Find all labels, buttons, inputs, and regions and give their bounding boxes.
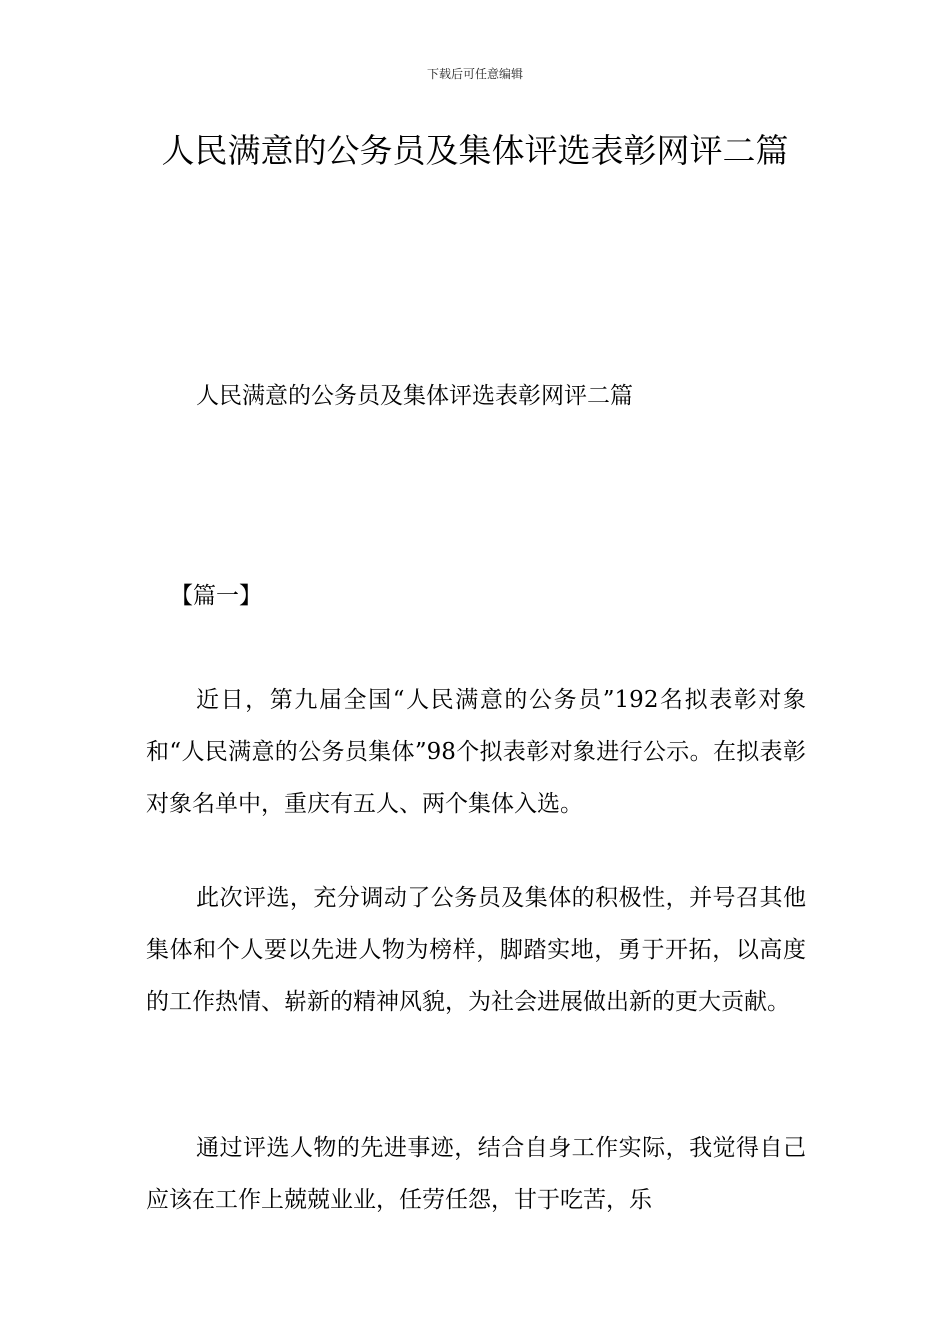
paragraph: 通过评选人物的先进事迹，结合自身工作实际，我觉得自己应该在工作上兢兢业业，任劳任怨，甘于吃苦，乐 — [146, 1135, 806, 1213]
header-note: 下载后可任意编辑 — [426, 67, 523, 81]
paragraph: 近日，第九届全国“人民满意的公务员”192名拟表彰对象和“人民满意的公务员集体”98个拟表彰对象进行公示。在拟表彰对象名单中，重庆有五人、两个集体入选。 — [146, 687, 806, 817]
section-heading: 【篇一】 — [170, 583, 262, 609]
document-subtitle: 人民满意的公务员及集体评选表彰网评二篇 — [196, 383, 633, 409]
document-title: 人民满意的公务员及集体评选表彰网评二篇 — [161, 131, 789, 170]
paragraph: 此次评选，充分调动了公务员及集体的积极性，并号召其他集体和个人要以先进人物为榜样，脚踏实地，勇于开拓，以高度的工作热情、崭新的精神风貌，为社会进展做出新的更大贡献。 — [146, 885, 806, 1015]
